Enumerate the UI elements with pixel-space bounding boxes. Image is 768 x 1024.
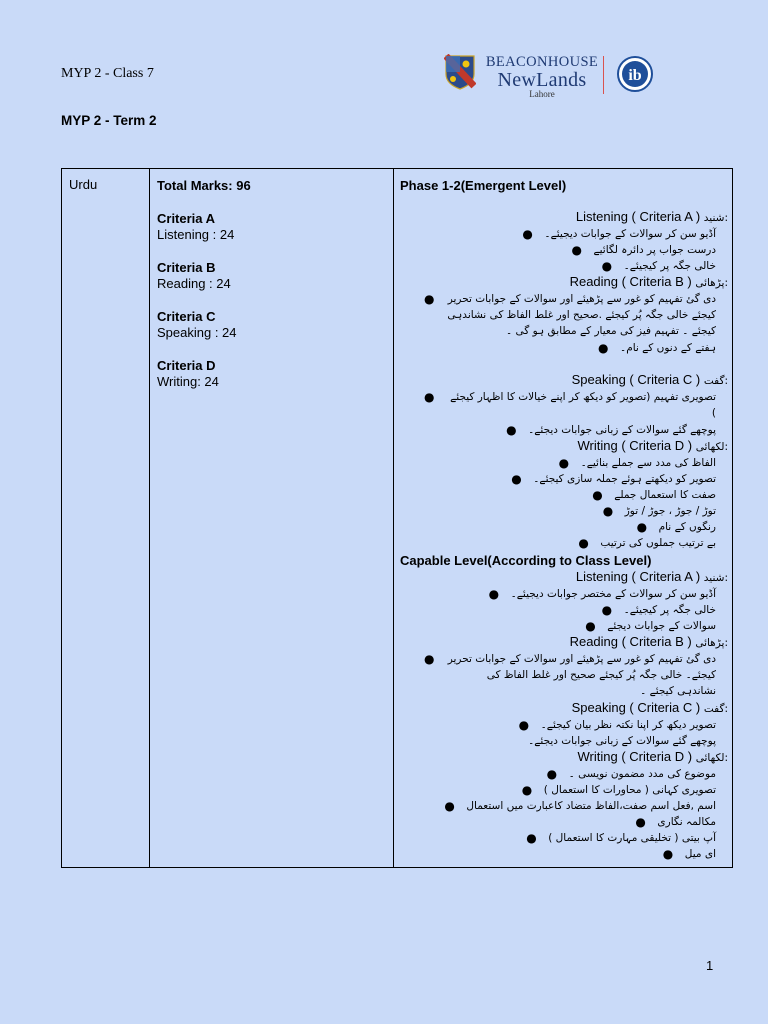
list-item: ● تصویر کو دیکھتے ہوئے جملہ سازی کیجئے۔: [511, 472, 716, 486]
list-item: ● آپ بیتی ( تخلیقی مہارت کا استعمال ): [526, 831, 716, 845]
criteria-detail: Writing: 24: [157, 374, 219, 389]
list-item: ● مکالمہ نگاری: [635, 815, 716, 829]
list-item: ● آڈیو سن کر سوالات کے مختصر جوابات دیجیئے۔: [488, 587, 716, 601]
section-heading: [570, 634, 728, 650]
criteria-title: Criteria A: [157, 210, 216, 226]
criteria-detail: Reading : 24: [157, 276, 231, 291]
list-item: ● آڈیو سن کر سوالات کے جوابات دیجیئے۔: [522, 227, 716, 241]
list-item: ● اسم ,فعل اسم صفت،الفاظ متضاد کاعبارت میں استعمال: [444, 799, 716, 813]
page-number: 1: [706, 958, 714, 973]
list-item: ● بے ترتیب جملوں کی ترتیب: [578, 536, 716, 550]
list-item: ● دی گئ تفہیم کو غور سے پڑھیئے اور سوالات کے جوابات تحریر کیجئے خالی جگہ پُر کیجئے .صحیح اور غلط الفاظ کی نشاندہی کیجئے ۔ تفہیم فیز کی معیار کے مطابق ہو گی ۔: [424, 292, 716, 337]
list-item: ● خالی جگہ پر کیجیئے۔: [601, 259, 716, 273]
section-heading-en: Speaking ( Criteria C ): [571, 372, 701, 387]
criteria-title: Criteria D: [157, 357, 216, 373]
section-heading: [578, 438, 729, 454]
section-heading: [576, 209, 728, 225]
logo-name-top: BEACONHOUSE: [485, 54, 599, 70]
ib-mark-text: ib: [628, 67, 642, 84]
section-heading: [572, 372, 728, 388]
list-item: ● تصویری کہانی ( محاورات کا استعمال ): [521, 783, 716, 797]
school-logo: [444, 54, 656, 98]
criteria-detail: Listening : 24: [157, 227, 235, 242]
section-heading-en: Writing ( Criteria D ): [577, 749, 693, 764]
section-heading-en: Writing ( Criteria D ): [577, 438, 693, 453]
section-heading: [576, 569, 728, 585]
section-heading-ur: شنید:: [703, 212, 728, 224]
list-item: ● الفاظ کی مدد سے جملے بنائیے۔: [558, 456, 716, 470]
section-heading-en: Reading ( Criteria B ): [569, 634, 692, 649]
column-divider: [149, 169, 150, 867]
capable-level-title: Capable Level(According to Class Level): [400, 553, 652, 568]
crest-icon: [444, 54, 476, 90]
section-heading-ur: لکھائی:: [695, 441, 728, 453]
list-item: ● ای میل: [662, 847, 716, 861]
section-heading-ur: لکھائی:: [695, 752, 728, 764]
list-item: ● تصویر دیکھ کر اپنا نکتہ نظر بیان کیجئے۔: [518, 718, 716, 732]
list-item: ● صفت کا استعمال جملے: [592, 488, 716, 502]
list-item: ● دی گئ تفہیم کو غور سے پڑھیئے اور سوالات کے جوابات تحریر کیجئے۔ خالی جگہ پُر کیجئے صحیح اور غلط الفاظ کی نشاندہی کیجئے ۔: [424, 652, 716, 697]
assessment-table: [61, 168, 733, 868]
list-item: ● موضوع کی مدد مضمون نویسی ۔: [546, 767, 716, 781]
list-item: ● رنگوں کے نام: [636, 520, 716, 534]
list-item: ● توڑ / جوڑ ، جوڑ / توڑ: [602, 504, 716, 518]
section-heading: [570, 274, 728, 290]
section-heading-en: Listening ( Criteria A ): [575, 569, 701, 584]
section-heading-ur: پڑھائی:: [695, 637, 728, 649]
section-heading-en: Speaking ( Criteria C ): [571, 700, 701, 715]
list-item: ● تصویری تفہیم (تصویر کو دیکھ کر اپنے خیالات کا اظہار کیجئے ): [424, 390, 716, 419]
phase-title: Phase 1-2(Emergent Level): [400, 178, 567, 193]
section-heading-en: Listening ( Criteria A ): [575, 209, 701, 224]
list-item: ● پوچھے گئے سوالات کے زبانی جوابات دیجئے۔: [506, 423, 716, 437]
list-item: ● درست جواب پر دائرہ لگائیے: [571, 243, 716, 257]
subject-cell: Urdu: [69, 177, 98, 192]
section-heading-en: Reading ( Criteria B ): [569, 274, 692, 289]
ib-logo-icon: [616, 55, 654, 93]
total-marks: Total Marks: 96: [157, 178, 251, 193]
list-item: ● ہفتے کے دنوں کے نام۔: [598, 341, 716, 355]
column-divider: [393, 169, 394, 867]
list-item: ● سوالات کے جوابات دیجئے: [585, 619, 716, 633]
list-item: پوچھے گئے سوالات کے زبانی جوابات دیجئے۔: [528, 735, 716, 747]
section-heading: [572, 700, 728, 716]
criteria-title: Criteria C: [157, 308, 216, 324]
criteria-title: Criteria B: [157, 259, 216, 275]
class-label: MYP 2 - Class 7: [61, 66, 154, 81]
logo-name-main: NewLands: [497, 69, 587, 91]
term-title: MYP 2 - Term 2: [61, 113, 157, 128]
section-heading: [578, 749, 729, 765]
criteria-detail: Speaking : 24: [157, 325, 237, 340]
section-heading-ur: گفت:: [703, 375, 728, 387]
list-item: ● خالی جگہ پر کیجیئے۔: [601, 603, 716, 617]
logo-divider: [603, 56, 604, 94]
marks-cell: [157, 178, 387, 391]
section-heading-ur: پڑھائی:: [695, 277, 728, 289]
logo-city: Lahore: [529, 89, 555, 99]
section-heading-ur: گفت:: [703, 703, 728, 715]
section-heading-ur: شنید:: [703, 572, 728, 584]
